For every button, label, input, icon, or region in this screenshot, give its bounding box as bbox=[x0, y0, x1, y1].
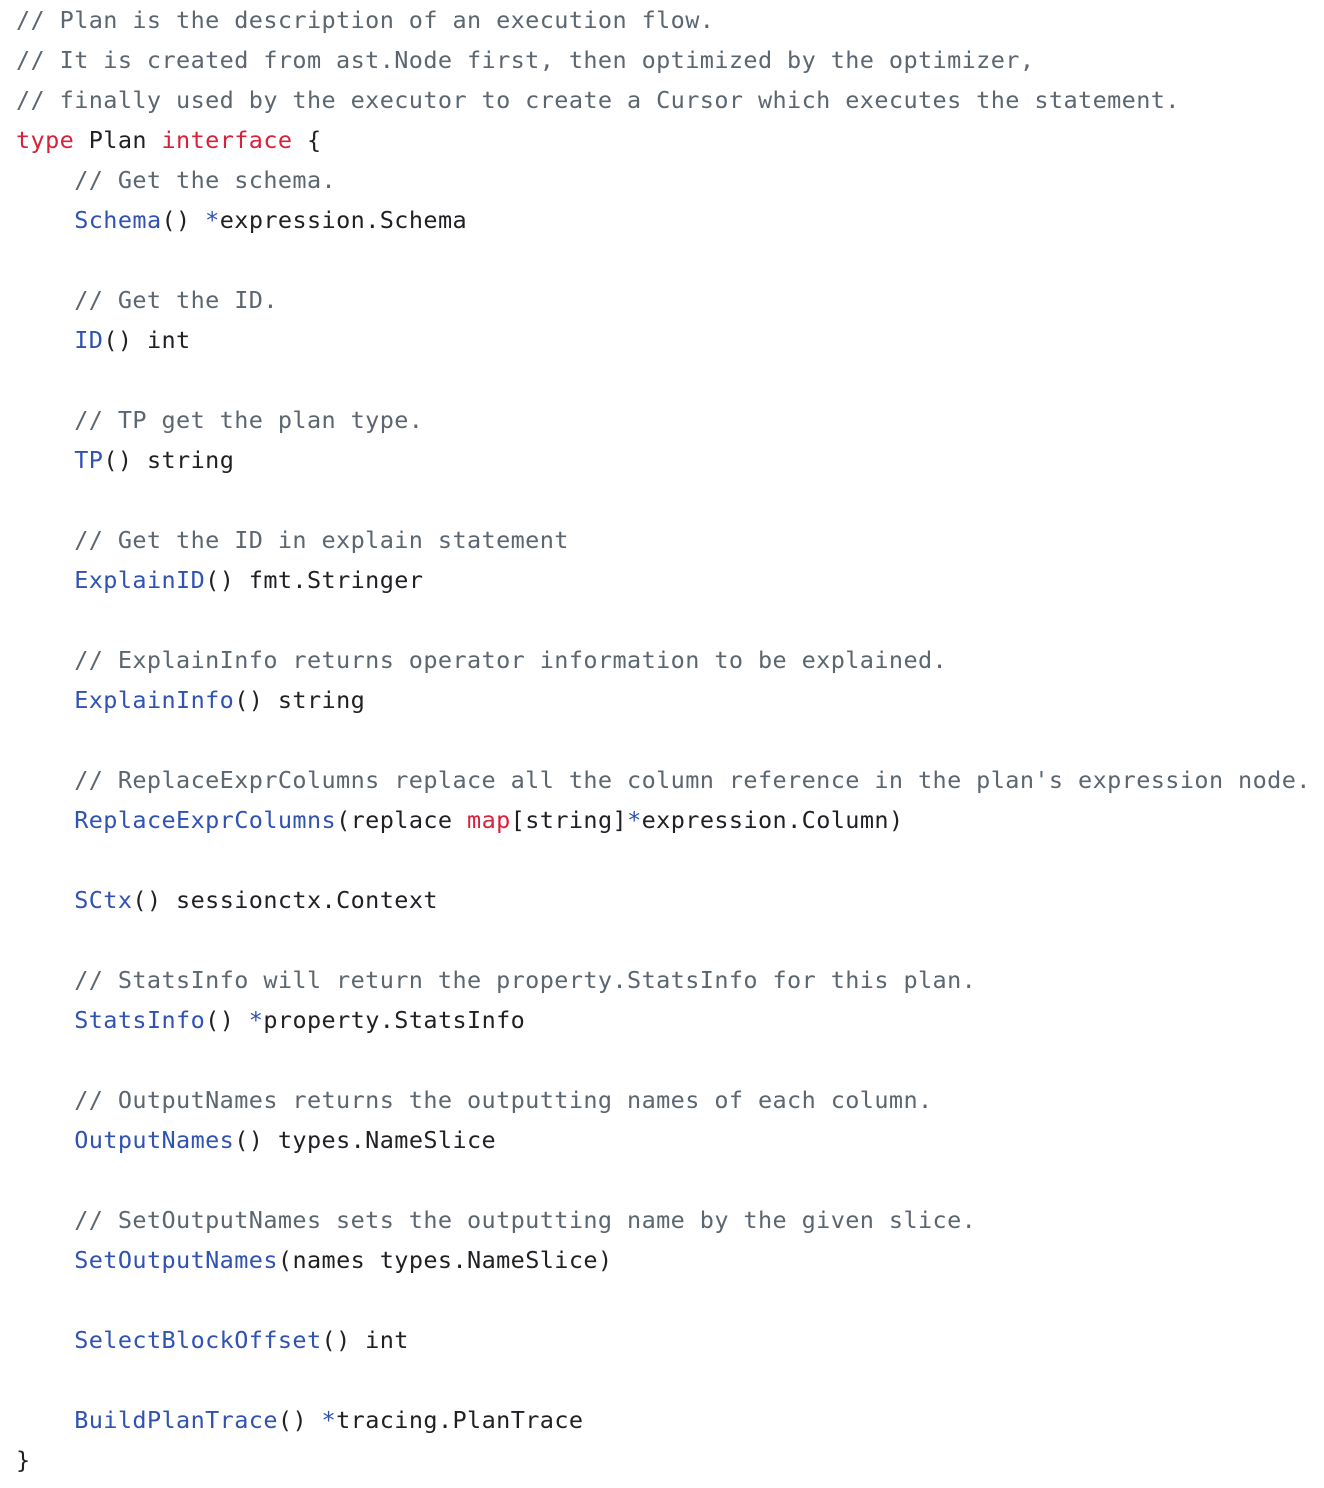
pointer-operator: * bbox=[321, 1406, 337, 1434]
code-line bbox=[16, 1400, 1311, 1440]
code-comment: // SetOutputNames sets the outputting name by the given slice. bbox=[16, 1206, 977, 1234]
code-text bbox=[16, 1326, 74, 1354]
pointer-operator: * bbox=[205, 206, 220, 234]
method-name: ExplainID bbox=[74, 566, 206, 594]
code-text: { bbox=[292, 126, 322, 154]
code-text bbox=[16, 1406, 74, 1434]
code-line bbox=[16, 680, 1311, 720]
code-text: () types.NameSlice bbox=[234, 1126, 497, 1154]
code-line bbox=[16, 560, 1311, 600]
blank-line bbox=[16, 480, 1311, 520]
code-text bbox=[16, 806, 74, 834]
code-block bbox=[16, 0, 1311, 1480]
code-line bbox=[16, 40, 1311, 80]
code-line bbox=[16, 0, 1311, 40]
code-text bbox=[16, 446, 74, 474]
code-text: () bbox=[161, 206, 206, 234]
blank-line bbox=[16, 240, 1311, 280]
code-text: () int bbox=[103, 326, 191, 354]
blank-line bbox=[16, 360, 1311, 400]
code-text: () int bbox=[321, 1326, 409, 1354]
code-text: expression.Column) bbox=[641, 806, 904, 834]
code-text: () fmt.Stringer bbox=[205, 566, 424, 594]
code-text bbox=[16, 326, 74, 354]
blank-line bbox=[16, 1360, 1311, 1400]
blank-line bbox=[16, 1040, 1311, 1080]
code-text: } bbox=[16, 1446, 31, 1474]
method-name: SelectBlockOffset bbox=[74, 1326, 322, 1354]
code-text: property.StatsInfo bbox=[263, 1006, 526, 1034]
code-comment: // TP get the plan type. bbox=[16, 406, 424, 434]
code-keyword: interface bbox=[161, 126, 293, 154]
code-line bbox=[16, 1000, 1311, 1040]
code-text: tracing.PlanTrace bbox=[336, 1406, 584, 1434]
code-line bbox=[16, 160, 1311, 200]
code-line bbox=[16, 280, 1311, 320]
code-line bbox=[16, 1120, 1311, 1160]
method-name: ReplaceExprColumns bbox=[74, 806, 337, 834]
code-line bbox=[16, 1200, 1311, 1240]
pointer-operator: * bbox=[627, 806, 642, 834]
code-comment: // It is created from ast.Node first, then optimized by the optimizer, bbox=[16, 46, 1035, 74]
code-comment: // finally used by the executor to create a Cursor which executes the statement. bbox=[16, 86, 1180, 114]
code-line bbox=[16, 800, 1311, 840]
code-text bbox=[16, 1126, 74, 1154]
blank-line bbox=[16, 720, 1311, 760]
method-name: StatsInfo bbox=[74, 1006, 206, 1034]
code-text: () bbox=[277, 1406, 322, 1434]
code-line bbox=[16, 1080, 1311, 1120]
code-comment: // StatsInfo will return the property.StatsInfo for this plan. bbox=[16, 966, 977, 994]
code-comment: // OutputNames returns the outputting names of each column. bbox=[16, 1086, 933, 1114]
method-name: BuildPlanTrace bbox=[74, 1406, 278, 1434]
code-line bbox=[16, 1320, 1311, 1360]
code-text bbox=[16, 1006, 74, 1034]
code-text: () sessionctx.Context bbox=[132, 886, 438, 914]
code-line bbox=[16, 1240, 1311, 1280]
code-text bbox=[16, 686, 74, 714]
code-text: Plan bbox=[74, 126, 162, 154]
blank-line bbox=[16, 840, 1311, 880]
code-comment: // Get the ID. bbox=[16, 286, 278, 314]
code-line bbox=[16, 640, 1311, 680]
code-line bbox=[16, 80, 1311, 120]
code-text: [string] bbox=[510, 806, 628, 834]
code-keyword: type bbox=[16, 126, 75, 154]
pointer-operator: * bbox=[248, 1006, 264, 1034]
code-line bbox=[16, 960, 1311, 1000]
code-text bbox=[16, 566, 74, 594]
blank-line bbox=[16, 920, 1311, 960]
code-line bbox=[16, 400, 1311, 440]
code-text: (names types.NameSlice) bbox=[277, 1246, 613, 1274]
code-line bbox=[16, 520, 1311, 560]
code-line bbox=[16, 200, 1311, 240]
code-line bbox=[16, 120, 1311, 160]
code-text: () string bbox=[103, 446, 235, 474]
code-comment: // ReplaceExprColumns replace all the column reference in the plan's expression node. bbox=[16, 766, 1311, 794]
method-name: Schema bbox=[74, 206, 162, 234]
method-name: ExplainInfo bbox=[74, 686, 235, 714]
code-comment: // Get the ID in explain statement bbox=[16, 526, 569, 554]
code-line bbox=[16, 440, 1311, 480]
code-keyword: map bbox=[467, 806, 511, 834]
code-line bbox=[16, 760, 1311, 800]
method-name: ID bbox=[74, 326, 104, 354]
blank-line bbox=[16, 1160, 1311, 1200]
code-text bbox=[16, 206, 74, 234]
code-comment: // Get the schema. bbox=[16, 166, 337, 194]
blank-line bbox=[16, 1280, 1311, 1320]
method-name: TP bbox=[74, 446, 104, 474]
code-line bbox=[16, 1440, 1311, 1480]
code-text: (replace bbox=[336, 806, 468, 834]
code-text: () bbox=[205, 1006, 249, 1034]
method-name: SetOutputNames bbox=[74, 1246, 278, 1274]
code-text bbox=[16, 886, 74, 914]
code-comment: // ExplainInfo returns operator information to be explained. bbox=[16, 646, 948, 674]
code-line bbox=[16, 320, 1311, 360]
code-text: () string bbox=[234, 686, 366, 714]
method-name: SCtx bbox=[74, 886, 133, 914]
code-text: expression.Schema bbox=[219, 206, 468, 234]
method-name: OutputNames bbox=[74, 1126, 235, 1154]
code-line bbox=[16, 880, 1311, 920]
code-text bbox=[16, 1246, 74, 1274]
blank-line bbox=[16, 600, 1311, 640]
code-comment: // Plan is the description of an execution flow. bbox=[16, 6, 715, 34]
